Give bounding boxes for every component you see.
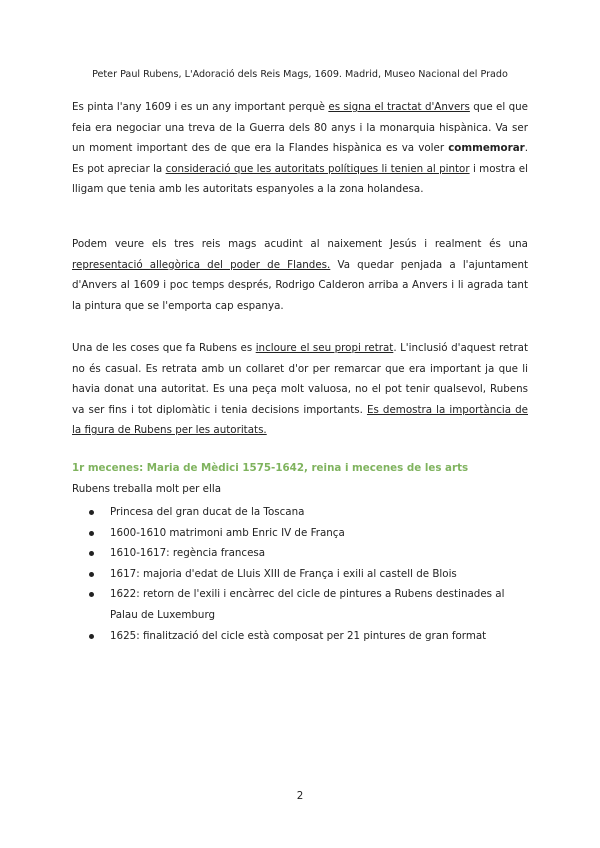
- paragraph-1: [72, 97, 528, 200]
- p3-text-a: Una de les coses que fa Rubens es: [72, 342, 256, 354]
- list-item: Princesa del gran ducat de la Toscana: [72, 502, 528, 523]
- list-item: 1617: majoria d'edat de Lluis XIII de França i exili al castell de Blois: [72, 564, 528, 585]
- bullet-icon: [89, 531, 94, 536]
- list-item: 1622: retorn de l'exili i encàrrec del cicle de pintures a Rubens destinades al Palau de Luxemburg: [72, 584, 528, 625]
- bullet-list: [72, 502, 528, 646]
- bullet-icon: [89, 592, 94, 597]
- paragraph-2: [72, 234, 528, 316]
- p1-text-d: i mostra el lligam que tenia amb les autoritats espanyoles a la zona holandesa.: [72, 162, 528, 196]
- p2-text-a: Podem veure els tres reis mags acudint al naixement Jesús i realment és una: [72, 238, 528, 250]
- list-item: 1625: finalització del cicle està composat per 21 pintures de gran format: [72, 626, 528, 647]
- p1-text-b: que el que feia era negociar una treva de la Guerra dels 80 anys i la monarquia hispànica. Va ser un moment important des de que era la Flandes hispànica es va voler: [72, 101, 528, 155]
- bullet-icon: [89, 551, 94, 556]
- p1-underline-1: es signa el tractat d'Anvers: [328, 101, 470, 113]
- p2-text-b: Va quedar penjada a l'ajuntament d'Anvers al 1609 i poc temps després, Rodrigo Calderon arriba a Anvers i li agrada tant la pintura que se l'emporta cap espanya.: [72, 258, 529, 312]
- bullet-icon: [89, 634, 94, 639]
- p3-underline-1: incloure el seu propi retrat: [255, 342, 394, 354]
- section-heading: 1r mecenes: Maria de Mèdici 1575-1642, reina i mecenes de les arts: [72, 462, 469, 474]
- page-header: Peter Paul Rubens, L'Adoració dels Reis Mags, 1609. Madrid, Museo Nacional del Prado: [92, 69, 508, 80]
- p2-underline-1: representació allegòrica del poder de Flandes.: [72, 258, 331, 271]
- p1-text-a: Es pinta l'any 1609 i es un any important perquè: [72, 101, 329, 113]
- list-item: 1600-1610 matrimoni amb Enric IV de França: [72, 523, 528, 544]
- p1-underline-2: consideració que les autoritats polítiques li tenien al pintor: [165, 162, 470, 175]
- paragraph-3: [72, 338, 528, 441]
- section-intro: Rubens treballa molt per ella: [72, 483, 222, 495]
- p3-underline-2: Es demostra la importància de la figura de Rubens per les autoritats.: [72, 403, 529, 437]
- bullet-icon: [89, 572, 94, 577]
- bullet-icon: [89, 510, 94, 515]
- p1-bold: commemorar: [448, 142, 525, 155]
- p1-text-c: . Es pot apreciar la: [72, 142, 528, 175]
- p3-text-b: . L'inclusió d'aquest retrat no és casual. Es retrata amb un collaret d'or per remarcar que era important ja que li havia donat una autoritat. Es una peça molt valuosa, no el pot tenir qualsevol, Rubens va ser fins i tot diplomàtic i tenia decisions importants.: [72, 342, 528, 416]
- list-item: 1610-1617: regència francesa: [72, 543, 528, 564]
- page-number: 2: [296, 790, 304, 802]
